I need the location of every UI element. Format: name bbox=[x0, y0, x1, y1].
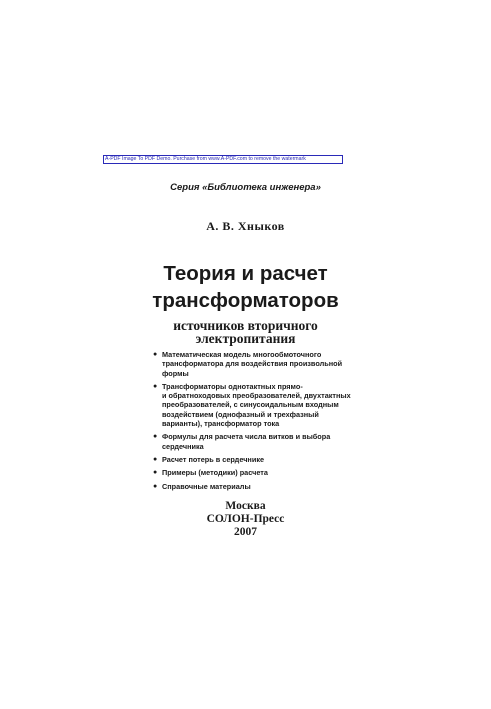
feature-text-line: Трансформаторы однотактных прямо- bbox=[162, 381, 303, 391]
bullet-icon: ● bbox=[153, 469, 158, 477]
feature-text-line: Математическая модель многообмоточного bbox=[162, 350, 322, 359]
author-name: А. В. Хныков bbox=[206, 219, 285, 233]
book-title bbox=[0, 260, 491, 314]
book-title-line: Теория и расчет bbox=[163, 262, 328, 285]
feature-text-line: Расчет потерь в сердечнике bbox=[162, 454, 265, 464]
series-name: Серия «Библиотека инженера» bbox=[170, 182, 321, 193]
book-subtitle-line: источников вторичного bbox=[173, 318, 318, 333]
feature-text-line: варианты), трансформатор тока bbox=[162, 419, 280, 429]
bullet-icon: ● bbox=[153, 433, 158, 441]
bullet-icon: ● bbox=[153, 455, 158, 463]
feature-text-line: сердечника bbox=[162, 441, 204, 451]
publisher-name: СОЛОН-Пресс bbox=[206, 513, 285, 525]
feature-text-line: Примеры (методики) расчета bbox=[162, 468, 268, 478]
feature-item bbox=[153, 432, 383, 451]
feature-text-line: и обратноходовых преобразователей, двухтактных bbox=[162, 391, 351, 401]
feature-item bbox=[153, 455, 383, 464]
bullet-icon: ● bbox=[153, 382, 158, 390]
bullet-icon: ● bbox=[153, 482, 158, 490]
watermark-banner: A-PDF Image To PDF Demo. Purchase from www.A-PDF.com to remove the watermark bbox=[103, 155, 343, 164]
feature-item bbox=[153, 350, 383, 378]
feature-text-line: воздействием (однофазный и трехфазный bbox=[162, 409, 319, 419]
publication-year: 2007 bbox=[234, 526, 257, 538]
feature-list bbox=[153, 350, 383, 495]
feature-text-line: трансформатора для воздействия произвольной bbox=[162, 359, 343, 369]
feature-item bbox=[153, 482, 383, 491]
publisher-city: Москва bbox=[225, 500, 266, 512]
publisher-block bbox=[0, 500, 491, 539]
book-title-line: трансформаторов bbox=[152, 289, 339, 312]
feature-text-line: преобразователей, с синусоидальным входным bbox=[162, 400, 339, 410]
bullet-icon: ● bbox=[153, 351, 158, 358]
feature-text-line: Справочные материалы bbox=[162, 481, 251, 491]
book-subtitle bbox=[0, 319, 491, 345]
feature-text-line: Формулы для расчета числа витков и выбора bbox=[162, 432, 331, 442]
feature-text-line: формы bbox=[162, 368, 189, 378]
feature-item bbox=[153, 468, 383, 477]
book-subtitle-line: электропитания bbox=[195, 331, 296, 346]
feature-item bbox=[153, 382, 383, 428]
